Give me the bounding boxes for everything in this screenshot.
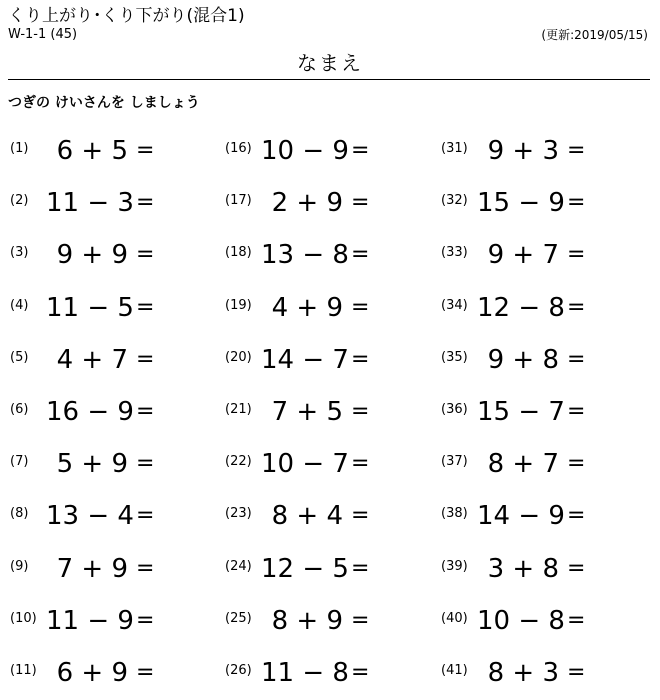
problem-expression: 7 + 9 [56, 553, 128, 584]
problem-number: (19) [225, 297, 252, 313]
equals-sign: = [136, 607, 155, 633]
problem-number: (9) [10, 558, 29, 574]
problem-expression: 12 − 8 [477, 292, 565, 323]
problem-item [225, 594, 435, 646]
problem-expression: 11 − 8 [261, 657, 349, 688]
name-label: なまえ [297, 51, 363, 75]
equals-sign: = [136, 398, 155, 424]
problem-item [225, 385, 435, 437]
problem-number: (16) [225, 141, 252, 156]
equals-sign: = [351, 555, 370, 581]
instruction-text: つぎの けいさんを しましょう [8, 95, 200, 111]
problem-item [441, 542, 651, 594]
problem-expression: 8 + 4 [271, 501, 343, 532]
problem-item [10, 489, 220, 541]
problem-expression: 6 + 5 [56, 136, 128, 166]
problem-number: (39) [441, 558, 468, 574]
problem-item [441, 281, 651, 333]
equals-sign: = [567, 555, 586, 581]
problem-item [225, 176, 435, 228]
equals-sign: = [351, 451, 370, 477]
problem-number: (40) [441, 610, 468, 626]
problem-item [225, 124, 435, 176]
equals-sign: = [567, 190, 586, 216]
problem-expression: 14 − 7 [261, 344, 349, 375]
problem-item [441, 646, 651, 698]
equals-sign: = [567, 294, 586, 320]
problem-grid [0, 124, 660, 694]
problem-expression: 15 − 9 [477, 188, 565, 219]
equals-sign: = [136, 294, 155, 320]
equals-sign: = [567, 242, 586, 268]
problem-number: (7) [10, 454, 29, 470]
problem-expression: 9 + 9 [56, 240, 128, 271]
equals-sign: = [567, 346, 586, 372]
problem-expression: 4 + 7 [56, 344, 128, 375]
problem-item [225, 333, 435, 385]
worksheet-code: W-1-1 (45) [8, 27, 78, 42]
problem-item [441, 124, 651, 176]
problem-expression: 15 − 7 [477, 396, 565, 427]
equals-sign: = [136, 659, 155, 685]
problem-expression: 6 + 9 [56, 657, 128, 688]
problem-expression: 11 − 3 [46, 188, 134, 219]
problem-expression: 8 + 9 [271, 605, 343, 636]
updated-date: (更新:2019/05/15) [541, 28, 648, 42]
problem-expression: 8 + 7 [487, 449, 559, 480]
problem-expression: 11 − 5 [46, 292, 134, 323]
problem-expression: 5 + 9 [56, 449, 128, 480]
problem-number: (41) [441, 662, 468, 678]
problem-expression: 9 + 3 [487, 136, 559, 166]
problem-expression: 13 − 8 [261, 240, 349, 271]
problem-item [225, 489, 435, 541]
problem-number: (36) [441, 401, 468, 417]
problem-item [225, 281, 435, 333]
problem-expression: 3 + 8 [487, 553, 559, 584]
problem-expression: 8 + 3 [487, 657, 559, 688]
problem-item [10, 646, 220, 698]
equals-sign: = [351, 138, 370, 163]
problem-number: (31) [441, 141, 468, 156]
problem-number: (5) [10, 349, 29, 365]
equals-sign: = [567, 659, 586, 685]
problem-expression: 4 + 9 [271, 292, 343, 323]
equals-sign: = [567, 138, 586, 163]
equals-sign: = [351, 346, 370, 372]
equals-sign: = [136, 242, 155, 268]
problem-item [441, 176, 651, 228]
problem-column-2 [225, 124, 435, 698]
problem-item [441, 228, 651, 280]
problem-expression: 9 + 7 [487, 240, 559, 271]
problem-expression: 7 + 5 [271, 396, 343, 427]
problem-item [441, 489, 651, 541]
problem-number: (4) [10, 297, 29, 313]
equals-sign: = [567, 451, 586, 477]
problem-expression: 11 − 9 [46, 605, 134, 636]
equals-sign: = [351, 607, 370, 633]
problem-number: (21) [225, 401, 252, 417]
problem-item [441, 437, 651, 489]
problem-item [10, 281, 220, 333]
problem-number: (34) [441, 297, 468, 313]
problem-number: (20) [225, 349, 252, 365]
problem-number: (17) [225, 193, 252, 209]
problem-number: (6) [10, 401, 29, 417]
equals-sign: = [567, 398, 586, 424]
problem-expression: 10 − 7 [261, 449, 349, 480]
problem-number: (22) [225, 454, 252, 470]
name-underline [8, 79, 650, 80]
equals-sign: = [136, 503, 155, 529]
problem-item [225, 542, 435, 594]
problem-expression: 13 − 4 [46, 501, 134, 532]
problem-number: (3) [10, 245, 29, 261]
equals-sign: = [351, 294, 370, 320]
problem-number: (1) [10, 141, 29, 156]
problem-item [441, 333, 651, 385]
problem-number: (8) [10, 506, 29, 522]
problem-item [10, 124, 220, 176]
equals-sign: = [136, 190, 155, 216]
equals-sign: = [351, 659, 370, 685]
problem-expression: 12 − 5 [261, 553, 349, 584]
equals-sign: = [351, 190, 370, 216]
problem-item [441, 385, 651, 437]
problem-item [10, 228, 220, 280]
problem-number: (11) [10, 662, 37, 678]
problem-number: (18) [225, 245, 252, 261]
problem-expression: 9 + 8 [487, 344, 559, 375]
problem-number: (23) [225, 506, 252, 522]
problem-item [441, 594, 651, 646]
problem-item [10, 594, 220, 646]
problem-item [225, 437, 435, 489]
problem-number: (33) [441, 245, 468, 261]
problem-number: (32) [441, 193, 468, 209]
problem-column-1 [10, 124, 220, 698]
problem-expression: 14 − 9 [477, 501, 565, 532]
problem-item [10, 333, 220, 385]
problem-number: (24) [225, 558, 252, 574]
problem-number: (37) [441, 454, 468, 470]
problem-number: (26) [225, 662, 252, 678]
equals-sign: = [136, 451, 155, 477]
equals-sign: = [351, 503, 370, 529]
problem-number: (38) [441, 506, 468, 522]
equals-sign: = [136, 346, 155, 372]
equals-sign: = [567, 607, 586, 633]
equals-sign: = [567, 503, 586, 529]
problem-expression: 10 − 9 [261, 136, 349, 166]
problem-number: (35) [441, 349, 468, 365]
equals-sign: = [351, 242, 370, 268]
problem-item [10, 176, 220, 228]
equals-sign: = [136, 138, 155, 163]
problem-item [10, 385, 220, 437]
problem-item [10, 437, 220, 489]
worksheet-title: くり上がり･くり下がり(混合1) [8, 6, 245, 26]
problem-number: (25) [225, 610, 252, 626]
problem-column-3 [441, 124, 651, 698]
problem-number: (2) [10, 193, 29, 209]
problem-expression: 2 + 9 [271, 188, 343, 219]
problem-item [10, 542, 220, 594]
problem-item [225, 228, 435, 280]
problem-expression: 16 − 9 [46, 396, 134, 427]
problem-expression: 10 − 8 [477, 605, 565, 636]
problem-item [225, 646, 435, 698]
equals-sign: = [351, 398, 370, 424]
equals-sign: = [136, 555, 155, 581]
problem-number: (10) [10, 610, 37, 626]
